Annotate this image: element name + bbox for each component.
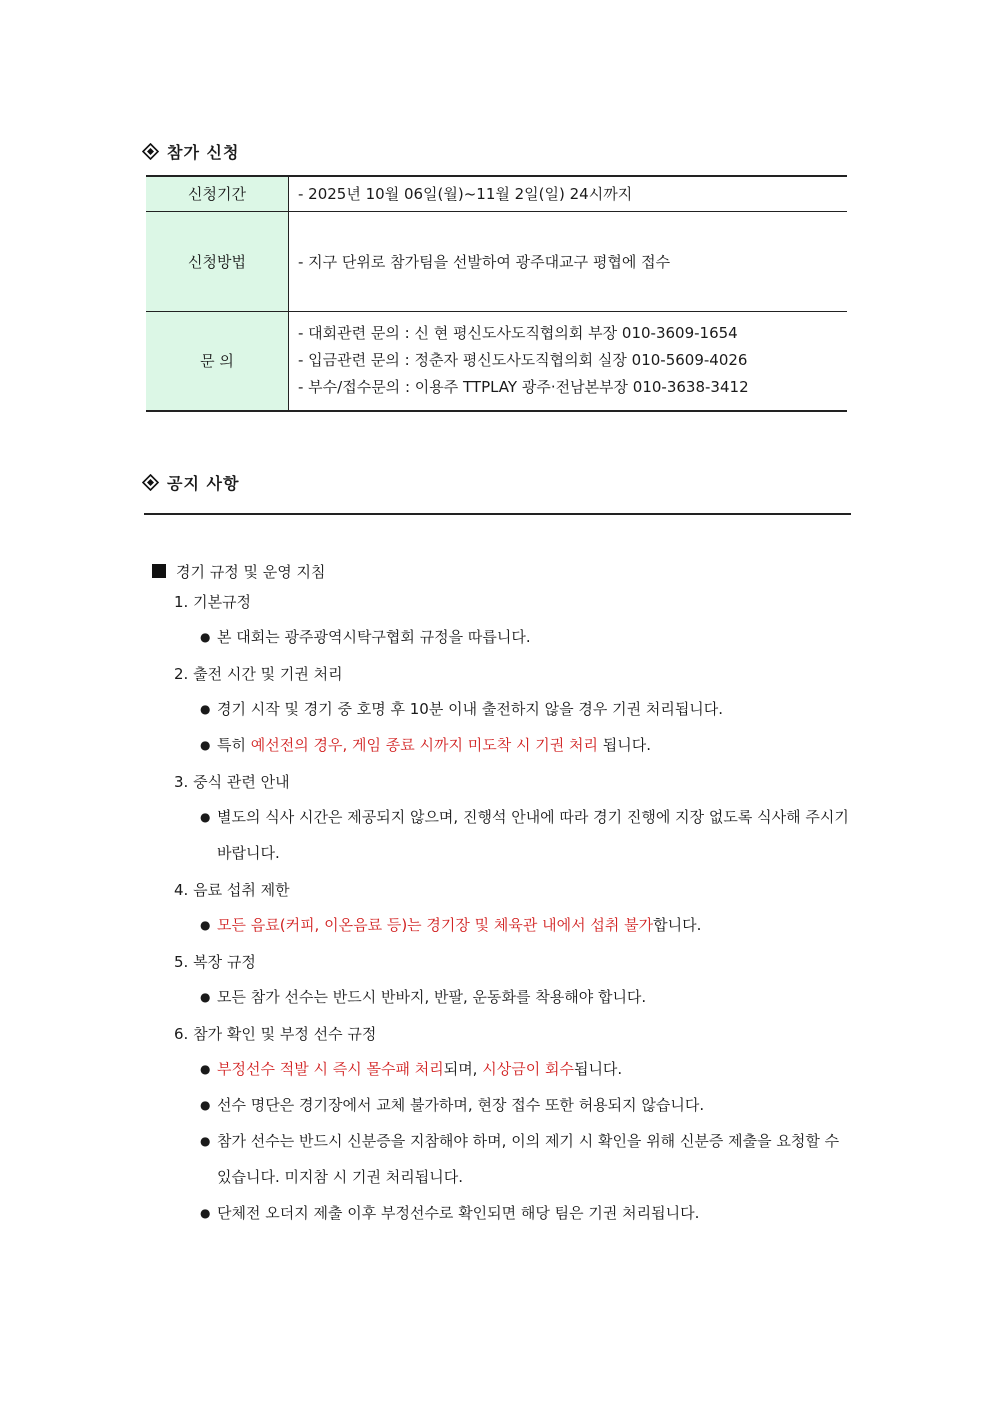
bullet-text: 본 대회는 광주광역시탁구협회 규정을 따릅니다.	[217, 628, 531, 646]
highlight-text: 모든 음료(커피, 이온음료 등)는 경기장 및 체육관 내에서 섭취 불가	[217, 916, 654, 934]
rule-title: 4. 음료 섭취 제한	[174, 880, 290, 899]
inquiry-value	[289, 311, 848, 411]
bullet-text: 경기 시작 및 경기 중 호명 후 10분 이내 출전하지 않을 경우 기권 처리됩니다.	[217, 700, 724, 718]
contact-line: - 부수/접수문의 : 이용주 TTPLAY 광주·전남본부장 010-3638-3412	[298, 378, 749, 397]
contact-line: - 입금관련 문의 : 정춘자 평신도사도직협의회 실장 010-5609-4026	[298, 351, 748, 370]
list-item	[200, 619, 852, 655]
list-item	[200, 799, 852, 871]
rule-title: 1. 기본규정	[174, 592, 252, 611]
notice-heading	[142, 471, 239, 494]
bullet-dot-icon: ●	[200, 630, 211, 644]
bullet-dot-icon: ●	[200, 1098, 211, 1112]
list-item	[200, 979, 852, 1015]
list-item	[200, 1051, 852, 1087]
bullet-text: 단체전 오더지 제출 이후 부정선수로 확인되면 해당 팀은 기권 처리됩니다.	[217, 1204, 700, 1222]
list-item	[200, 907, 852, 943]
application-table	[146, 175, 847, 412]
rule-title: 6. 참가 확인 및 부정 선수 규정	[174, 1024, 377, 1043]
bullet-text	[217, 1051, 852, 1087]
table-row	[146, 211, 847, 311]
list-item	[200, 727, 852, 763]
list-item	[200, 1195, 852, 1231]
rule-title: 3. 중식 관련 안내	[174, 772, 290, 791]
method-label: 신청방법	[146, 211, 289, 311]
period-value: - 2025년 10월 06일(월)~11월 2일(일) 24시까지	[298, 185, 633, 204]
highlight-text: 예선전의 경우, 게임 종료 시까지 미도착 시 기권 처리	[250, 736, 598, 754]
text-part: 되며,	[443, 1060, 483, 1078]
bullet-dot-icon: ●	[200, 702, 211, 716]
text-part: 특히	[217, 736, 251, 754]
rule-title: 2. 출전 시간 및 기권 처리	[174, 664, 343, 683]
application-heading-text: 참가 신청	[167, 143, 240, 162]
diamond-icon	[142, 143, 159, 160]
list-item	[200, 1087, 852, 1123]
bullet-dot-icon: ●	[200, 918, 211, 932]
bullet-text: 별도의 식사 시간은 제공되지 않으며, 진행석 안내에 따라 경기 진행에 지장 없도록 식사해 주시기 바랍니다.	[217, 808, 849, 862]
divider	[144, 513, 851, 515]
text-part: 합니다.	[653, 916, 702, 934]
square-bullet-icon	[152, 564, 166, 578]
bullet-dot-icon: ●	[200, 1062, 211, 1076]
table-row	[146, 311, 847, 411]
bullet-dot-icon: ●	[200, 990, 211, 1004]
rule-title: 5. 복장 규정	[174, 952, 256, 971]
notice-heading-text: 공지 사항	[167, 474, 240, 493]
rules-section	[152, 559, 852, 1231]
list-item	[200, 691, 852, 727]
highlight-text: 부정선수 적발 시 즉시 몰수패 처리	[217, 1060, 444, 1078]
bullet-text: 참가 선수는 반드시 신분증을 지참해야 하며, 이의 제기 시 확인을 위해 신분증 제출을 요청할 수 있습니다. 미지참 시 기권 처리됩니다.	[217, 1132, 840, 1186]
highlight-text: 시상금이 회수	[482, 1060, 574, 1078]
bullet-dot-icon: ●	[200, 810, 211, 824]
bullet-text: 모든 참가 선수는 반드시 반바지, 반팔, 운동화를 착용해야 합니다.	[217, 988, 647, 1006]
bullet-text: 선수 명단은 경기장에서 교체 불가하며, 현장 접수 또한 허용되지 않습니다.	[217, 1096, 705, 1114]
bullet-dot-icon: ●	[200, 738, 211, 752]
bullet-text	[217, 907, 852, 943]
rules-title-text: 경기 규정 및 운영 지침	[176, 562, 326, 581]
diamond-icon	[142, 474, 159, 491]
contact-line: - 대회관련 문의 : 신 현 평신도사도직협의회 부장 010-3609-1654	[298, 324, 738, 343]
text-part: 됩니다.	[573, 1060, 623, 1078]
method-value: - 지구 단위로 참가팀을 선발하여 광주대교구 평협에 접수	[298, 252, 671, 271]
bullet-text	[217, 727, 852, 763]
application-heading	[142, 140, 239, 163]
table-row	[146, 176, 847, 211]
list-item	[200, 1123, 852, 1195]
bullet-dot-icon: ●	[200, 1206, 211, 1220]
period-label: 신청기간	[146, 176, 289, 211]
inquiry-label: 문 의	[146, 311, 289, 411]
text-part: 됩니다.	[597, 736, 651, 754]
bullet-dot-icon: ●	[200, 1134, 211, 1148]
rules-title	[152, 559, 852, 583]
